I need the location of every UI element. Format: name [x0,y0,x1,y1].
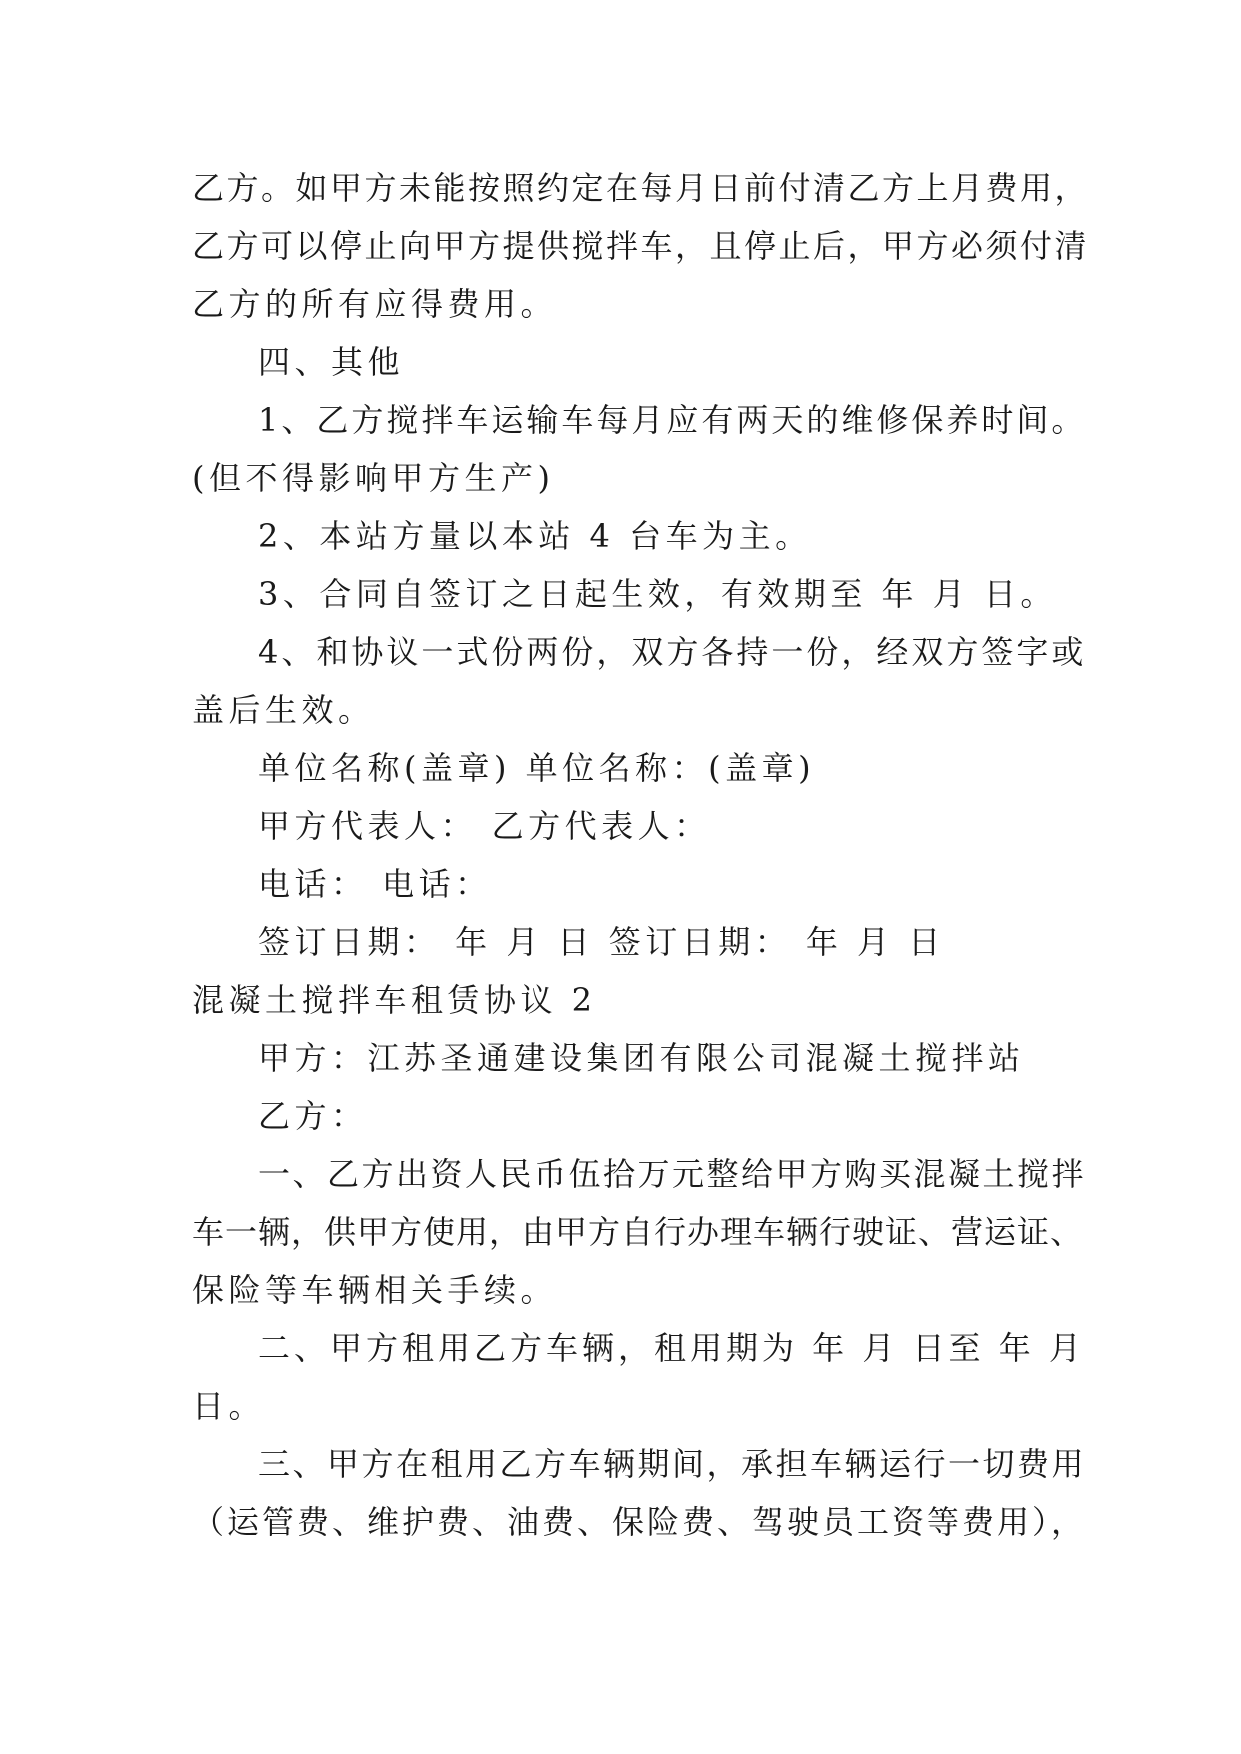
paragraph-line: 日。 [192,1387,266,1425]
paragraph-line: 一、乙方出资人民币伍拾万元整给甲方购买混凝土搅拌 [258,1155,1087,1193]
party-a-line: 甲方：江苏圣通建设集团有限公司混凝土搅拌站 [258,1039,1025,1077]
paragraph-line: 盖后生效。 [192,691,375,729]
party-b-line: 乙方： [258,1097,368,1135]
section-heading: 四、其他 [258,343,405,381]
signature-line: 甲方代表人： 乙方代表人： [258,807,711,845]
paragraph-line: 2、本站方量以本站 4 台车为主。 [258,517,812,555]
paragraph-line: (但不得影响甲方生产) [192,459,555,497]
signature-line: 电话： 电话： [258,865,492,903]
document-title: 混凝土搅拌车租赁协议 2 [192,981,597,1019]
paragraph-line: 3、合同自签订之日起生效，有效期至 年 月 日。 [258,575,1057,613]
paragraph-line: 1、乙方搅拌车运输车每月应有两天的维修保养时间。 [258,401,1087,439]
paragraph-line: 保险等车辆相关手续。 [192,1271,558,1309]
signature-line: 单位名称(盖章) 单位名称：(盖章) [258,749,816,787]
paragraph-line: 三、甲方在租用乙方车辆期间，承担车辆运行一切费用 [258,1445,1087,1483]
signature-line: 签订日期： 年 月 日 签订日期： 年 月 日 [258,923,945,961]
paragraph-line: 乙方的所有应得费用。 [192,285,558,323]
paragraph-line: （运管费、维护费、油费、保险费、驾驶员工资等费用）， [192,1503,1087,1541]
paragraph-line: 二、甲方租用乙方车辆，租用期为 年 月 日至 年 月 [258,1329,1085,1367]
paragraph-line: 乙方。如甲方未能按照约定在每月日前付清乙方上月费用， [192,169,1090,207]
paragraph-line: 乙方可以停止向甲方提供搅拌车，且停止后，甲方必须付清 [192,227,1090,265]
paragraph-line: 4、和协议一式份两份，双方各持一份，经双方签字或 [258,633,1087,671]
paragraph-line: 车一辆，供甲方使用，由甲方自行办理车辆行驶证、营运证、 [192,1213,1084,1251]
